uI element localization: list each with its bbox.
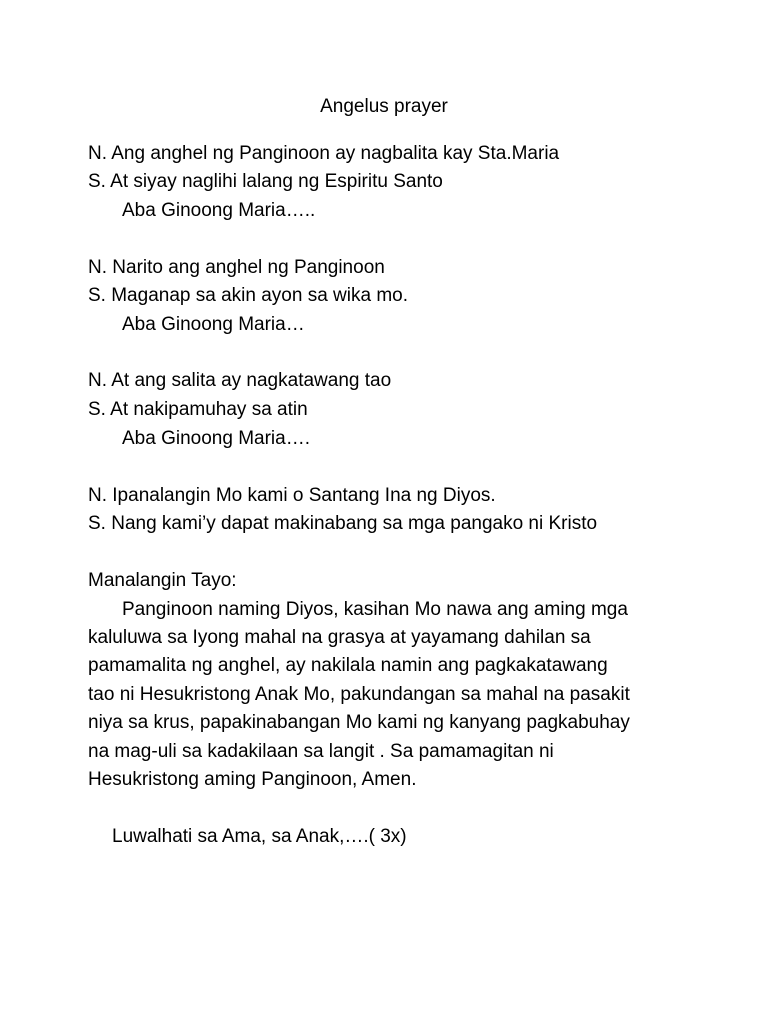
prayer-heading: Manalangin Tayo: xyxy=(88,570,237,591)
stanza-2-n-line: N. Narito ang anghel ng Panginoon xyxy=(88,257,385,278)
stanza-3-n-line: N. At ang salita ay nagkatawang tao xyxy=(88,370,392,391)
document-title: Angelus prayer xyxy=(320,96,448,117)
prayer-line: pamamalita ng anghel, ay nakilala namin ang pagkakatawang xyxy=(88,655,608,676)
prayer-line: tao ni Hesukristong Anak Mo, pakundangan sa mahal na pasakit xyxy=(88,684,630,705)
stanza-3-aba-line: Aba Ginoong Maria…. xyxy=(122,428,310,449)
stanza-3-s-line: S. At nakipamuhay sa atin xyxy=(88,399,308,420)
stanza-2-s-line: S. Maganap sa akin ayon sa wika mo. xyxy=(88,285,409,306)
stanza-2-aba-line: Aba Ginoong Maria… xyxy=(122,314,305,335)
prayer-line: Hesukristong aming Panginoon, Amen. xyxy=(88,769,417,790)
prayer-line: kaluluwa sa Iyong mahal na grasya at yayamang dahilan sa xyxy=(88,627,591,648)
prayer-line: niya sa krus, papakinabangan Mo kami ng kanyang pagkabuhay xyxy=(88,712,630,733)
stanza-4-n-line: N. Ipanalangin Mo kami o Santang Ina ng Diyos. xyxy=(88,485,496,506)
stanza-1-aba-line: Aba Ginoong Maria….. xyxy=(122,200,316,221)
stanza-4-s-line: S. Nang kami’y dapat makinabang sa mga pangako ni Kristo xyxy=(88,513,598,534)
stanza-1-n-line: N. Ang anghel ng Panginoon ay nagbalita kay Sta.Maria xyxy=(88,143,560,164)
prayer-line: na mag-uli sa kadakilaan sa langit . Sa pamamagitan ni xyxy=(88,741,554,762)
closing-line: Luwalhati sa Ama, sa Anak,….( 3x) xyxy=(112,826,407,847)
stanza-1-s-line: S. At siyay naglihi lalang ng Espiritu Santo xyxy=(88,171,443,192)
prayer-line: Panginoon naming Diyos, kasihan Mo nawa ang aming mga xyxy=(122,599,628,620)
